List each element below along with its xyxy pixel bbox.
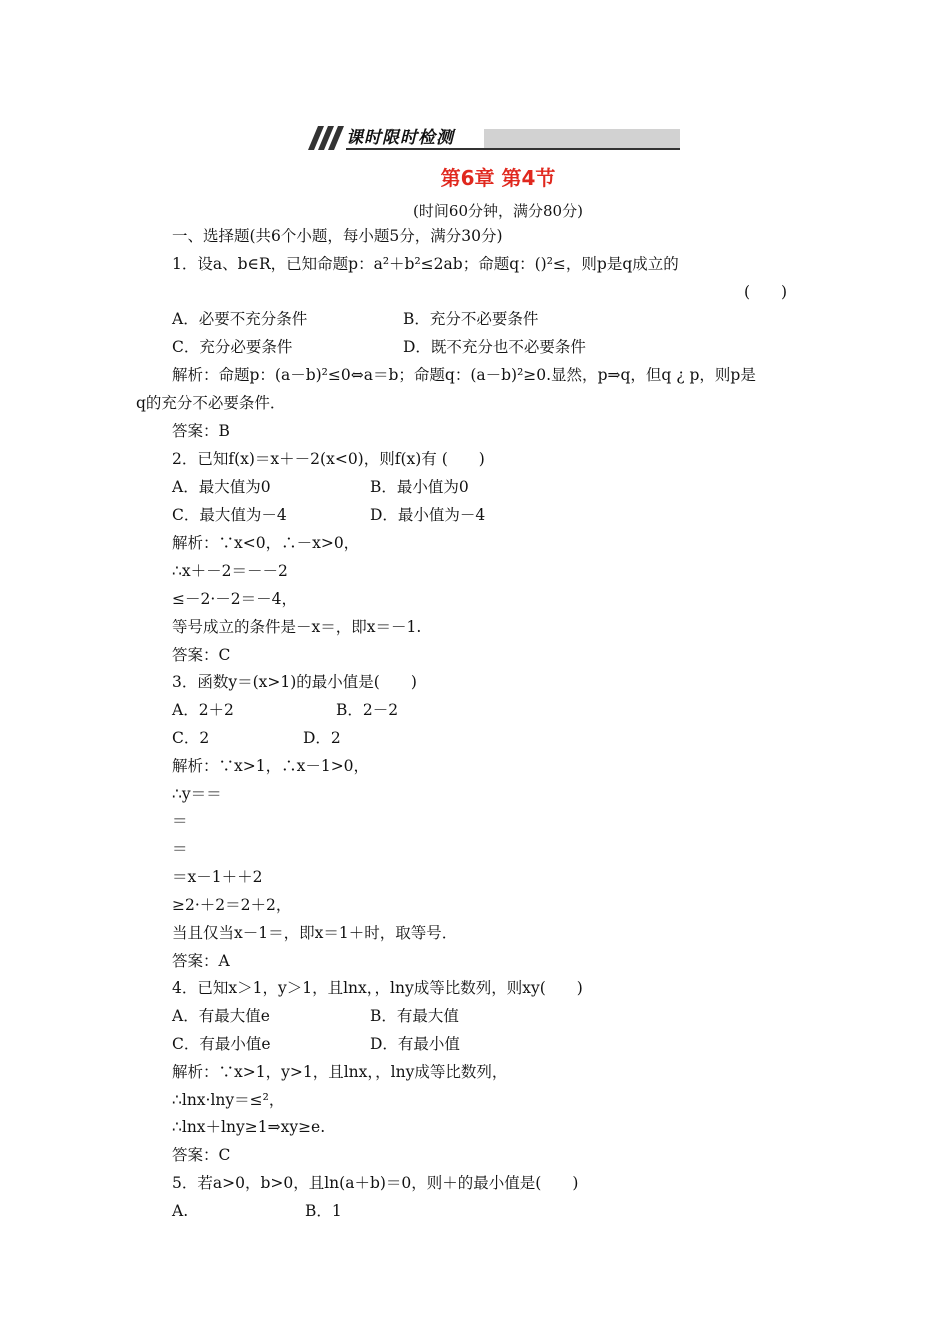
- option-d: D．既不充分也不必要条件: [403, 338, 586, 356]
- solution-line: ＝: [172, 840, 188, 858]
- option-b: B．最小值为0: [370, 478, 469, 496]
- section-heading: 一、选择题(共6个小题，每小题5分，满分30分): [172, 227, 503, 245]
- option-d: D．有最小值: [370, 1035, 460, 1053]
- question-3: 3．函数y＝(x>1)的最小值是( ): [172, 673, 417, 691]
- option-b: B．有最大值: [370, 1007, 459, 1025]
- option-a: A．2＋2: [172, 701, 234, 719]
- solution-line: 解析：∵x>1，y>1，且lnx，，lny成等比数列，: [172, 1063, 508, 1081]
- section-header: [308, 126, 680, 150]
- solution-line: 等号成立的条件是－x＝，即x＝－1.: [172, 618, 422, 636]
- solution-line: ∴lnx·lny＝≤²，: [172, 1091, 285, 1109]
- answer-line: 答案：C: [172, 646, 231, 664]
- solution-line: q的充分不必要条件．: [136, 394, 286, 412]
- time-info: (时间60分钟，满分80分): [413, 202, 583, 220]
- option-a: A．有最大值e: [172, 1007, 270, 1025]
- option-a: A．必要不充分条件: [172, 310, 308, 328]
- option-c: C．充分必要条件: [172, 338, 293, 356]
- option-a: A.: [172, 1202, 189, 1220]
- option-c: C．有最小值e: [172, 1035, 271, 1053]
- solution-line: ＝x－1＋＋2: [172, 868, 263, 886]
- answer-line: 答案：C: [172, 1146, 231, 1164]
- solution-line: ≤－2·－2＝－4，: [172, 590, 297, 608]
- header-stripes-icon: [308, 126, 346, 150]
- option-b: B．1: [305, 1202, 342, 1220]
- answer-line: 答案：B: [172, 422, 230, 440]
- header-title: 课时限时检测: [346, 128, 454, 148]
- answer-bracket: ( ): [744, 283, 788, 301]
- solution-line: 解析：∵x>1，∴x－1>0，: [172, 757, 370, 775]
- option-a: A．最大值为0: [172, 478, 271, 496]
- option-d: D．最小值为－4: [370, 506, 486, 524]
- solution-line: ∴x＋－2＝－－2: [172, 562, 288, 580]
- question-5: 5．若a>0，b>0，且ln(a＋b)＝0，则＋的最小值是( ): [172, 1174, 579, 1192]
- option-b: B．2－2: [336, 701, 399, 719]
- option-c: C．最大值为－4: [172, 506, 287, 524]
- option-b: B．充分不必要条件: [403, 310, 539, 328]
- solution-line: 解析：命题p：(a－b)²≤0⇔a＝b；命题q：(a－b)²≥0.显然，p⇒q，但q ¿ p，则p是: [172, 366, 756, 384]
- chapter-title: 第6章 第4节: [440, 166, 556, 190]
- solution-line: ＝: [172, 812, 188, 830]
- solution-line: ≥2·＋2＝2＋2，: [172, 896, 292, 914]
- solution-line: 解析：∵x<0，∴－x>0，: [172, 534, 360, 552]
- option-d: D．2: [303, 729, 341, 747]
- question-4: 4．已知x＞1，y＞1，且lnx，，lny成等比数列，则xy( ): [172, 979, 583, 997]
- question-2: 2．已知f(x)＝x＋－2(x<0)，则f(x)有 ( ): [172, 450, 485, 468]
- solution-line: ∴lnx＋lny≥1⇒xy≥e.: [172, 1118, 326, 1136]
- option-c: C．2: [172, 729, 210, 747]
- question-1: 1．设a、b∈R，已知命题p：a²＋b²≤2ab；命题q：()²≤，则p是q成立的: [172, 255, 679, 273]
- answer-line: 答案：A: [172, 952, 230, 970]
- solution-line: ∴y＝＝: [172, 785, 222, 803]
- solution-line: 当且仅当x－1＝，即x＝1＋时，取等号．: [172, 924, 458, 942]
- header-gray-band: [484, 129, 680, 148]
